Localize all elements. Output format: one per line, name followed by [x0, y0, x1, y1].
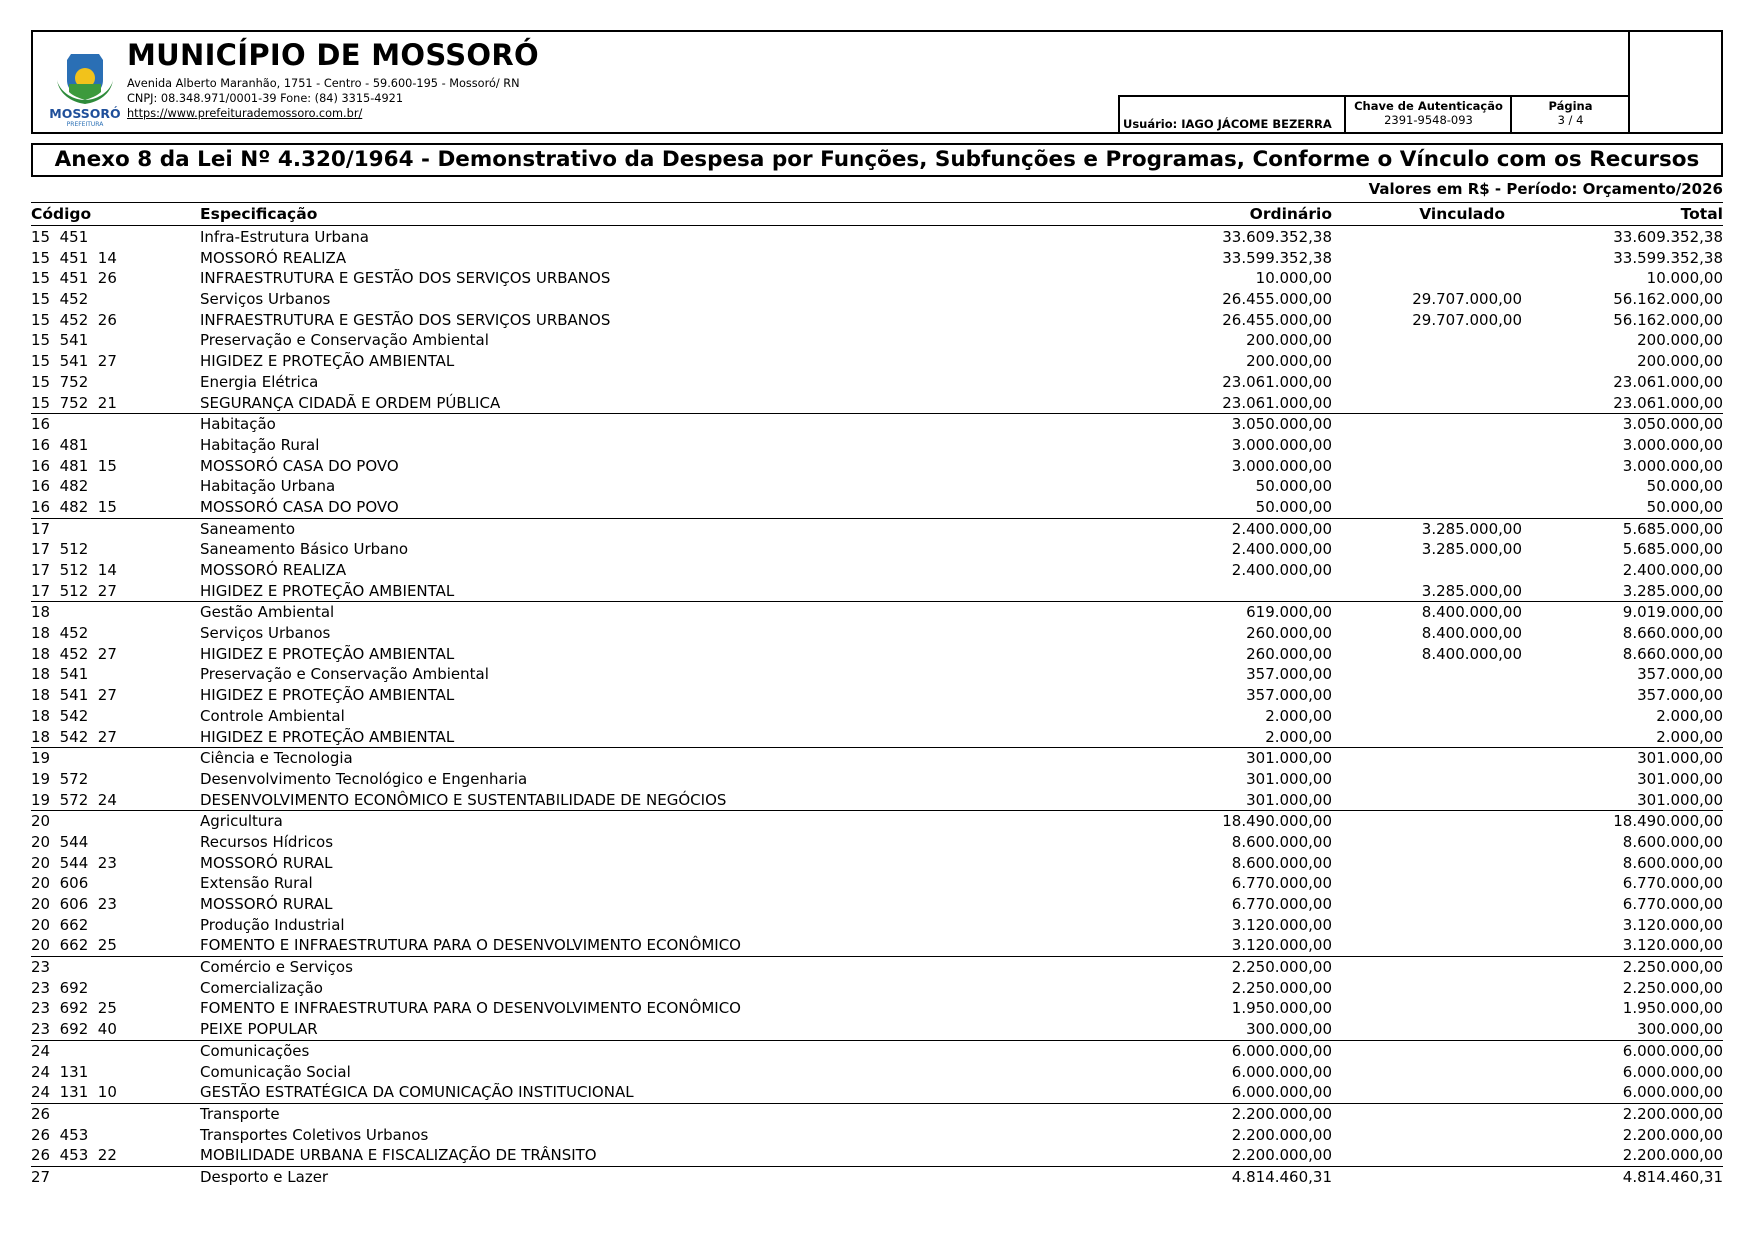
row-code: 26	[31, 1104, 51, 1123]
row-code: 20 544	[31, 832, 89, 851]
row-total: 56.162.000,00	[1613, 290, 1723, 309]
mossoro-logo-icon	[47, 50, 123, 128]
row-total: 2.200.000,00	[1622, 1125, 1723, 1144]
row-spec: MOSSORÓ RURAL	[200, 853, 333, 872]
report-title: Anexo 8 da Lei Nº 4.320/1964 - Demonstrativo da Despesa por Funções, Subfunções e Programas, Conforme o Vínculo com os Recursos	[31, 143, 1723, 177]
row-spec: Recursos Hídricos	[200, 832, 334, 851]
row-code: 15 752	[31, 372, 89, 391]
table-row	[31, 476, 1723, 497]
row-code: 15 752 21	[31, 393, 117, 412]
row-code: 15 541	[31, 331, 89, 350]
table-row	[31, 518, 1723, 540]
table-row	[31, 998, 1723, 1019]
row-ordinario: 357.000,00	[1246, 686, 1332, 705]
row-spec: GESTÃO ESTRATÉGICA DA COMUNICAÇÃO INSTITUCIONAL	[200, 1083, 634, 1102]
row-vinculado: 8.400.000,00	[1421, 624, 1522, 643]
row-code: 23 692 40	[31, 1020, 117, 1039]
table-row	[31, 1019, 1723, 1040]
row-ordinario: 4.814.460,31	[1231, 1167, 1332, 1186]
table-row	[31, 372, 1723, 393]
address: Avenida Alberto Maranhão, 1751 - Centro - 59.600-195 - Mossoró/ RN	[127, 77, 520, 90]
row-spec: Extensão Rural	[200, 874, 313, 893]
table-row	[31, 456, 1723, 477]
table-row	[31, 435, 1723, 456]
page-label: Página	[1548, 99, 1593, 113]
row-code: 17 512	[31, 540, 89, 559]
row-code: 23	[31, 958, 51, 977]
table-row	[31, 330, 1723, 351]
row-total: 200.000,00	[1637, 352, 1723, 371]
row-vinculado: 8.400.000,00	[1421, 603, 1522, 622]
table-row	[31, 1062, 1723, 1083]
row-total: 5.685.000,00	[1622, 540, 1723, 559]
row-total: 6.000.000,00	[1622, 1083, 1723, 1102]
row-spec: Energia Elétrica	[200, 372, 319, 391]
row-code: 16 482	[31, 477, 89, 496]
table-row	[31, 915, 1723, 936]
row-ordinario: 2.250.000,00	[1231, 978, 1332, 997]
row-spec: Infra-Estrutura Urbana	[200, 228, 369, 246]
row-code: 20 544 23	[31, 853, 117, 872]
row-spec: SEGURANÇA CIDADÃ E ORDEM PÚBLICA	[200, 393, 501, 412]
row-total: 2.250.000,00	[1622, 958, 1723, 977]
row-total: 8.600.000,00	[1622, 832, 1723, 851]
row-code: 19 572 24	[31, 790, 117, 809]
row-ordinario: 1.950.000,00	[1231, 999, 1332, 1018]
row-total: 3.050.000,00	[1622, 415, 1723, 434]
row-total: 200.000,00	[1637, 331, 1723, 350]
row-spec: Comércio e Serviços	[200, 958, 353, 977]
auth-key-value: 2391-9548-093	[1384, 113, 1473, 127]
row-total: 10.000,00	[1646, 269, 1723, 288]
table-row	[31, 1040, 1723, 1062]
row-total: 8.660.000,00	[1622, 624, 1723, 643]
table-row	[31, 727, 1723, 748]
row-ordinario: 200.000,00	[1246, 352, 1332, 371]
table-row	[31, 747, 1723, 769]
row-total: 8.600.000,00	[1622, 853, 1723, 872]
row-ordinario: 3.050.000,00	[1231, 415, 1332, 434]
row-ordinario: 8.600.000,00	[1231, 832, 1332, 851]
row-code: 20	[31, 812, 51, 831]
page-box	[1510, 95, 1629, 134]
row-code: 27	[31, 1167, 51, 1186]
row-vinculado: 29.707.000,00	[1412, 310, 1522, 329]
row-total: 8.660.000,00	[1622, 644, 1723, 663]
row-ordinario: 3.000.000,00	[1231, 435, 1332, 454]
row-code: 19 572	[31, 769, 89, 788]
table-row	[31, 539, 1723, 560]
row-spec: MOSSORÓ REALIZA	[200, 561, 347, 579]
row-total: 301.000,00	[1637, 769, 1723, 788]
row-code: 15 541 27	[31, 352, 117, 371]
row-code: 20 606 23	[31, 895, 117, 913]
row-total: 2.250.000,00	[1622, 978, 1723, 997]
table-row	[31, 790, 1723, 811]
row-code: 18 542	[31, 706, 89, 725]
user-box	[1118, 95, 1345, 134]
row-code: 24	[31, 1041, 51, 1060]
row-spec: INFRAESTRUTURA E GESTÃO DOS SERVIÇOS URBANOS	[200, 269, 611, 288]
row-ordinario: 3.120.000,00	[1231, 915, 1332, 934]
row-vinculado: 3.285.000,00	[1421, 540, 1522, 559]
row-ordinario: 2.200.000,00	[1231, 1146, 1332, 1165]
row-ordinario: 301.000,00	[1246, 790, 1332, 809]
row-total: 3.285.000,00	[1622, 581, 1723, 600]
table-row	[31, 268, 1723, 289]
row-ordinario: 8.600.000,00	[1231, 853, 1332, 872]
row-total: 1.950.000,00	[1622, 999, 1723, 1018]
row-code: 17 512 27	[31, 581, 117, 600]
row-ordinario: 2.400.000,00	[1231, 540, 1332, 559]
row-spec: Saneamento Básico Urbano	[200, 540, 409, 559]
row-ordinario: 50.000,00	[1255, 477, 1332, 496]
row-total: 23.061.000,00	[1613, 393, 1723, 412]
row-total: 6.000.000,00	[1622, 1062, 1723, 1081]
row-ordinario: 2.400.000,00	[1231, 561, 1332, 579]
user-label: Usuário: IAGO JÁCOME BEZERRA	[1123, 117, 1332, 131]
row-code: 23 692 25	[31, 999, 117, 1018]
row-spec: DESENVOLVIMENTO ECONÔMICO E SUSTENTABILIDADE DE NEGÓCIOS	[200, 790, 727, 809]
row-spec: FOMENTO E INFRAESTRUTURA PARA O DESENVOLVIMENTO ECONÔMICO	[200, 999, 741, 1018]
row-total: 5.685.000,00	[1622, 519, 1723, 538]
svg-text:PREFEITURA: PREFEITURA	[66, 121, 104, 128]
row-ordinario: 2.000,00	[1265, 727, 1332, 746]
table-row	[31, 1125, 1723, 1146]
row-code: 19	[31, 749, 51, 768]
row-code: 23 692	[31, 978, 89, 997]
table-row	[31, 894, 1723, 915]
row-ordinario: 26.455.000,00	[1222, 290, 1332, 309]
table-row	[31, 935, 1723, 956]
row-ordinario: 260.000,00	[1246, 624, 1332, 643]
table-body	[31, 227, 1723, 1188]
row-ordinario: 18.490.000,00	[1222, 812, 1332, 831]
row-total: 357.000,00	[1637, 686, 1723, 705]
row-spec: HIGIDEZ E PROTEÇÃO AMBIENTAL	[200, 727, 455, 746]
row-code: 20 662 25	[31, 936, 117, 955]
row-ordinario: 300.000,00	[1246, 1020, 1332, 1039]
header-divider	[1628, 32, 1630, 132]
row-spec: Preservação e Conservação Ambiental	[200, 331, 489, 350]
table-row	[31, 1166, 1723, 1188]
row-ordinario: 3.000.000,00	[1231, 456, 1332, 475]
row-total: 357.000,00	[1637, 665, 1723, 684]
row-total: 3.000.000,00	[1622, 456, 1723, 475]
row-ordinario: 33.599.352,38	[1222, 248, 1332, 267]
row-ordinario: 200.000,00	[1246, 331, 1332, 350]
row-code: 26 453	[31, 1125, 89, 1144]
row-ordinario: 357.000,00	[1246, 665, 1332, 684]
row-ordinario: 2.200.000,00	[1231, 1104, 1332, 1123]
row-vinculado: 8.400.000,00	[1421, 644, 1522, 663]
row-ordinario: 2.200.000,00	[1231, 1125, 1332, 1144]
table-row	[31, 832, 1723, 853]
table-row	[31, 769, 1723, 790]
table-row	[31, 1145, 1723, 1166]
row-code: 18 541 27	[31, 686, 117, 705]
row-ordinario: 6.770.000,00	[1231, 874, 1332, 893]
row-total: 3.120.000,00	[1622, 915, 1723, 934]
row-spec: Produção Industrial	[200, 915, 345, 934]
row-total: 23.061.000,00	[1613, 372, 1723, 391]
row-ordinario: 6.000.000,00	[1231, 1041, 1332, 1060]
row-total: 56.162.000,00	[1613, 310, 1723, 329]
row-total: 50.000,00	[1646, 477, 1723, 496]
row-spec: MOSSORÓ REALIZA	[200, 248, 347, 267]
row-code: 18 452	[31, 624, 89, 643]
row-spec: Desporto e Lazer	[200, 1167, 329, 1186]
table-row	[31, 623, 1723, 644]
period-label: Valores em R$ - Período: Orçamento/2026	[1368, 180, 1723, 198]
row-total: 301.000,00	[1637, 749, 1723, 768]
row-total: 2.000,00	[1656, 706, 1723, 725]
table-row	[31, 289, 1723, 310]
row-spec: Serviços Urbanos	[200, 624, 331, 643]
row-code: 18 542 27	[31, 727, 117, 746]
row-spec: Agricultura	[200, 812, 283, 831]
row-vinculado: 3.285.000,00	[1421, 519, 1522, 538]
row-spec: HIGIDEZ E PROTEÇÃO AMBIENTAL	[200, 581, 455, 600]
row-spec: Serviços Urbanos	[200, 290, 331, 309]
col-ordinario: Ordinário	[1249, 205, 1332, 223]
col-spec: Especificação	[200, 205, 318, 223]
row-spec: Saneamento	[200, 519, 296, 538]
table-row	[31, 393, 1723, 414]
row-total: 2.400.000,00	[1622, 561, 1723, 579]
report-header	[31, 30, 1723, 134]
col-vinculado: Vinculado	[1419, 205, 1505, 223]
row-code: 15 451 26	[31, 269, 117, 288]
row-ordinario: 33.609.352,38	[1222, 228, 1332, 246]
table-row	[31, 310, 1723, 331]
table-row	[31, 497, 1723, 518]
row-total: 2.200.000,00	[1622, 1146, 1723, 1165]
row-total: 3.000.000,00	[1622, 435, 1723, 454]
row-code: 20 662	[31, 915, 89, 934]
row-spec: MOSSORÓ CASA DO POVO	[200, 497, 399, 516]
table-row	[31, 706, 1723, 727]
row-code: 15 451 14	[31, 248, 117, 267]
row-spec: Habitação Urbana	[200, 477, 336, 496]
row-code: 16 481	[31, 435, 89, 454]
row-spec: Transportes Coletivos Urbanos	[200, 1125, 429, 1144]
row-spec: HIGIDEZ E PROTEÇÃO AMBIENTAL	[200, 686, 455, 705]
row-total: 33.609.352,38	[1613, 228, 1723, 246]
row-spec: MOSSORÓ RURAL	[200, 895, 333, 913]
website-link[interactable]: https://www.prefeiturademossoro.com.br/	[127, 107, 363, 120]
row-code: 26 453 22	[31, 1146, 117, 1165]
row-ordinario: 6.000.000,00	[1231, 1083, 1332, 1102]
row-total: 2.000,00	[1656, 727, 1723, 746]
table-header	[31, 202, 1723, 226]
col-code: Código	[31, 205, 92, 223]
row-spec: Gestão Ambiental	[200, 603, 335, 622]
row-total: 18.490.000,00	[1613, 812, 1723, 831]
row-spec: Controle Ambiental	[200, 706, 345, 725]
table-row	[31, 1082, 1723, 1103]
municipality-name: MUNICÍPIO DE MOSSORÓ	[127, 38, 539, 72]
row-spec: Comunicação Social	[200, 1062, 351, 1081]
table-row	[31, 413, 1723, 435]
row-code: 15 451	[31, 228, 89, 246]
row-spec: Desenvolvimento Tecnológico e Engenharia	[200, 769, 528, 788]
row-total: 33.599.352,38	[1613, 248, 1723, 267]
row-vinculado: 3.285.000,00	[1421, 581, 1522, 600]
row-spec: MOSSORÓ CASA DO POVO	[200, 456, 399, 475]
table-row	[31, 351, 1723, 372]
row-total: 3.120.000,00	[1622, 936, 1723, 955]
row-spec: Comercialização	[200, 978, 323, 997]
row-code: 17 512 14	[31, 561, 117, 579]
row-spec: Preservação e Conservação Ambiental	[200, 665, 489, 684]
table-row	[31, 644, 1723, 665]
page-value: 3 / 4	[1557, 113, 1584, 127]
row-spec: INFRAESTRUTURA E GESTÃO DOS SERVIÇOS URBANOS	[200, 310, 611, 329]
row-total: 2.200.000,00	[1622, 1104, 1723, 1123]
row-total: 6.770.000,00	[1622, 895, 1723, 913]
table-row	[31, 853, 1723, 874]
auth-key-box	[1344, 95, 1511, 134]
table-row	[31, 1103, 1723, 1125]
auth-key-label: Chave de Autenticação	[1354, 99, 1503, 113]
row-code: 17	[31, 519, 51, 538]
table-row	[31, 810, 1723, 832]
row-code: 16 481 15	[31, 456, 117, 475]
row-total: 6.000.000,00	[1622, 1041, 1723, 1060]
row-code: 24 131 10	[31, 1083, 117, 1102]
row-spec: FOMENTO E INFRAESTRUTURA PARA O DESENVOLVIMENTO ECONÔMICO	[200, 936, 741, 955]
row-spec: HIGIDEZ E PROTEÇÃO AMBIENTAL	[200, 352, 455, 371]
table-row	[31, 560, 1723, 581]
table-row	[31, 581, 1723, 602]
row-spec: MOBILIDADE URBANA E FISCALIZAÇÃO DE TRÂNSITO	[200, 1146, 597, 1165]
row-vinculado: 29.707.000,00	[1412, 290, 1522, 309]
table-row	[31, 227, 1723, 248]
row-ordinario: 26.455.000,00	[1222, 310, 1332, 329]
cnpj-phone: CNPJ: 08.348.971/0001-39 Fone: (84) 3315-4921	[127, 92, 404, 105]
table-row	[31, 685, 1723, 706]
row-ordinario: 260.000,00	[1246, 644, 1332, 663]
row-ordinario: 50.000,00	[1255, 497, 1332, 516]
col-total: Total	[1680, 205, 1723, 223]
table-row	[31, 956, 1723, 978]
table-row	[31, 248, 1723, 269]
row-code: 18 452 27	[31, 644, 117, 663]
row-spec: Habitação Rural	[200, 435, 320, 454]
row-spec: PEIXE POPULAR	[200, 1020, 318, 1039]
row-code: 15 452 26	[31, 310, 117, 329]
row-total: 6.770.000,00	[1622, 874, 1723, 893]
row-total: 9.019.000,00	[1622, 603, 1723, 622]
row-spec: Habitação	[200, 415, 276, 434]
row-code: 18 541	[31, 665, 89, 684]
row-code: 20 606	[31, 874, 89, 893]
table-row	[31, 601, 1723, 623]
table-row	[31, 978, 1723, 999]
row-ordinario: 23.061.000,00	[1222, 393, 1332, 412]
row-ordinario: 2.400.000,00	[1231, 519, 1332, 538]
table-row	[31, 873, 1723, 894]
row-ordinario: 619.000,00	[1246, 603, 1332, 622]
row-code: 24 131	[31, 1062, 89, 1081]
row-code: 15 452	[31, 290, 89, 309]
row-spec: Comunicações	[200, 1041, 310, 1060]
row-total: 4.814.460,31	[1622, 1167, 1723, 1186]
row-code: 16	[31, 415, 51, 434]
row-total: 300.000,00	[1637, 1020, 1723, 1039]
row-ordinario: 301.000,00	[1246, 749, 1332, 768]
svg-text:MOSSORÓ: MOSSORÓ	[49, 106, 121, 121]
row-spec: Transporte	[200, 1104, 280, 1123]
row-ordinario: 3.120.000,00	[1231, 936, 1332, 955]
row-spec: Ciência e Tecnologia	[200, 749, 353, 768]
row-ordinario: 6.770.000,00	[1231, 895, 1332, 913]
row-ordinario: 6.000.000,00	[1231, 1062, 1332, 1081]
row-code: 18	[31, 603, 51, 622]
row-ordinario: 2.000,00	[1265, 706, 1332, 725]
row-total: 301.000,00	[1637, 790, 1723, 809]
row-total: 50.000,00	[1646, 497, 1723, 516]
row-code: 16 482 15	[31, 497, 117, 516]
row-ordinario: 10.000,00	[1255, 269, 1332, 288]
row-spec: HIGIDEZ E PROTEÇÃO AMBIENTAL	[200, 644, 455, 663]
row-ordinario: 2.250.000,00	[1231, 958, 1332, 977]
row-ordinario: 301.000,00	[1246, 769, 1332, 788]
table-row	[31, 664, 1723, 685]
row-ordinario: 23.061.000,00	[1222, 372, 1332, 391]
